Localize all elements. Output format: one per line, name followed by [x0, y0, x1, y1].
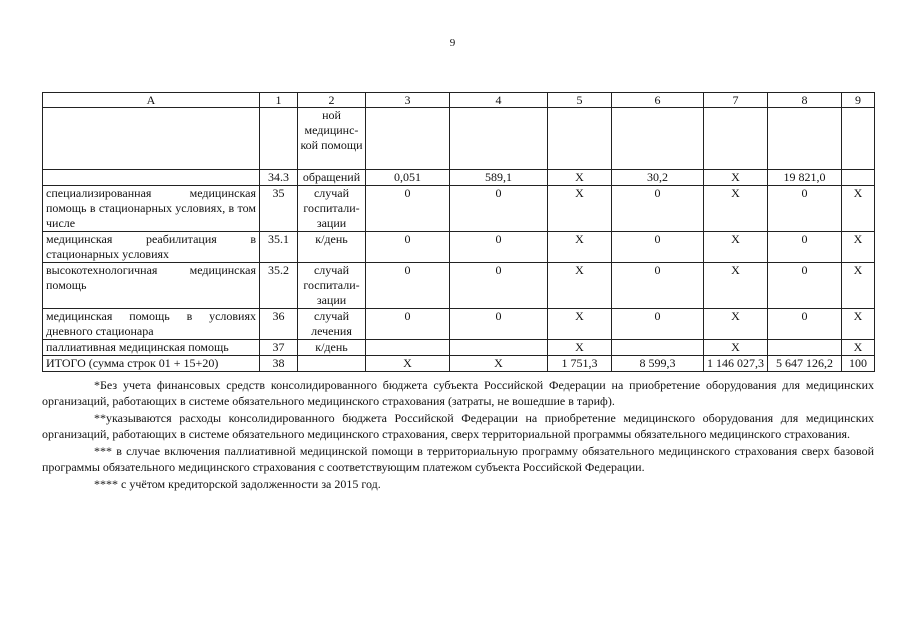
row-value: 0: [768, 232, 842, 263]
table-row: [43, 186, 875, 232]
row-name: паллиативная медицинская помощь: [43, 340, 260, 356]
row-value: [450, 340, 548, 356]
row-name: высокотехнологичная медицинская помощь: [43, 263, 260, 309]
row-value: X: [548, 232, 612, 263]
row-value: X: [704, 170, 768, 186]
row-code: 34.3: [260, 170, 298, 186]
row-code: 35.2: [260, 263, 298, 309]
row-value: X: [704, 309, 768, 340]
header-cell: 3: [366, 93, 450, 108]
row-code: 35: [260, 186, 298, 232]
row-unit: ной медицинс-кой помощи: [298, 108, 366, 170]
page-number: 9: [449, 37, 456, 49]
table-row: [43, 108, 875, 170]
row-value: 1 146 027,3: [704, 356, 768, 372]
row-value: [768, 340, 842, 356]
row-value: 19 821,0: [768, 170, 842, 186]
header-cell: 7: [704, 93, 768, 108]
row-value: [450, 108, 548, 170]
row-name: медицинская реабилитация в стационарных условиях: [43, 232, 260, 263]
header-cell: А: [43, 93, 260, 108]
row-value: [768, 108, 842, 170]
row-value: X: [704, 186, 768, 232]
row-name: медицинская помощь в условиях дневного стационара: [43, 309, 260, 340]
row-value: X: [842, 309, 875, 340]
row-value: 0: [612, 232, 704, 263]
footnotes: [42, 378, 874, 495]
row-value: X: [366, 356, 450, 372]
row-value: X: [548, 340, 612, 356]
row-name: [43, 170, 260, 186]
funding-table: [42, 92, 875, 372]
header-cell: 6: [612, 93, 704, 108]
row-code: 36: [260, 309, 298, 340]
row-unit: к/день: [298, 340, 366, 356]
row-value: 8 599,3: [612, 356, 704, 372]
row-value: X: [548, 309, 612, 340]
row-value: 30,2: [612, 170, 704, 186]
row-unit: случай госпитали-зации: [298, 186, 366, 232]
table-row: [43, 263, 875, 309]
header-cell: 4: [450, 93, 548, 108]
header-cell: 9: [842, 93, 875, 108]
row-value: 0: [612, 263, 704, 309]
row-value: 0: [366, 186, 450, 232]
row-value: 0,051: [366, 170, 450, 186]
row-value: 0: [768, 309, 842, 340]
row-value: 0: [366, 309, 450, 340]
row-name: [43, 108, 260, 170]
row-value: X: [704, 340, 768, 356]
footnote: *** в случае включения паллиативной медицинской помощи в территориальную программу обязательного медицинского страхования сверх базовой программы обязательного медицинского страхования с соответствующим платежом субъекта Российской Федерации.: [42, 444, 874, 474]
footnote: *Без учета финансовых средств консолидированного бюджета субъекта Российской Федерации на приобретение оборудования для медицинских организаций, работающих в системе обязательного медицинского страхования (затраты, не вошедшие в тариф).: [42, 378, 874, 408]
row-value: 100: [842, 356, 875, 372]
row-unit: [298, 356, 366, 372]
row-value: 0: [612, 309, 704, 340]
row-value: [612, 108, 704, 170]
footnote: **** с учётом кредиторской задолженности за 2015 год.: [94, 477, 381, 491]
header-row: [43, 93, 875, 108]
row-value: 0: [612, 186, 704, 232]
row-value: 1 751,3: [548, 356, 612, 372]
row-value: X: [450, 356, 548, 372]
header-cell: 2: [298, 93, 366, 108]
row-unit: случай лечения: [298, 309, 366, 340]
table-row: [43, 170, 875, 186]
row-value: X: [842, 232, 875, 263]
row-value: X: [704, 232, 768, 263]
row-code: 35.1: [260, 232, 298, 263]
row-value: 0: [450, 232, 548, 263]
row-value: X: [842, 263, 875, 309]
row-value: 5 647 126,2: [768, 356, 842, 372]
row-name: ИТОГО (сумма строк 01 + 15+20): [43, 356, 260, 372]
row-value: X: [704, 263, 768, 309]
table-row: [43, 232, 875, 263]
row-value: [842, 170, 875, 186]
row-code: [260, 108, 298, 170]
row-unit: случай госпитали-зации: [298, 263, 366, 309]
row-code: 38: [260, 356, 298, 372]
row-value: 0: [450, 263, 548, 309]
row-value: X: [548, 170, 612, 186]
row-value: 0: [366, 232, 450, 263]
header-cell: 5: [548, 93, 612, 108]
row-value: 0: [768, 263, 842, 309]
row-value: [842, 108, 875, 170]
header-cell: 8: [768, 93, 842, 108]
row-value: X: [548, 186, 612, 232]
table-row: [43, 340, 875, 356]
row-value: [366, 108, 450, 170]
row-value: [704, 108, 768, 170]
row-value: 0: [366, 263, 450, 309]
row-value: 589,1: [450, 170, 548, 186]
total-row: [43, 356, 875, 372]
row-value: [548, 108, 612, 170]
row-value: [366, 340, 450, 356]
row-value: X: [842, 186, 875, 232]
row-unit: обращений: [298, 170, 366, 186]
row-value: 0: [768, 186, 842, 232]
table-row: [43, 309, 875, 340]
row-value: X: [842, 340, 875, 356]
row-value: 0: [450, 186, 548, 232]
row-unit: к/день: [298, 232, 366, 263]
footnote: **указываются расходы консолидированного бюджета Российской Федерации на приобретение медицинского оборудования для медицинских организаций, работающих в системе обязательного медицинского страхования, сверх территориальной программы обязательного медицинского страхования.: [42, 411, 874, 441]
row-value: [612, 340, 704, 356]
header-cell: 1: [260, 93, 298, 108]
row-value: X: [548, 263, 612, 309]
row-name: специализированная медицинская помощь в стационарных условиях, в том числе: [43, 186, 260, 232]
row-code: 37: [260, 340, 298, 356]
row-value: 0: [450, 309, 548, 340]
